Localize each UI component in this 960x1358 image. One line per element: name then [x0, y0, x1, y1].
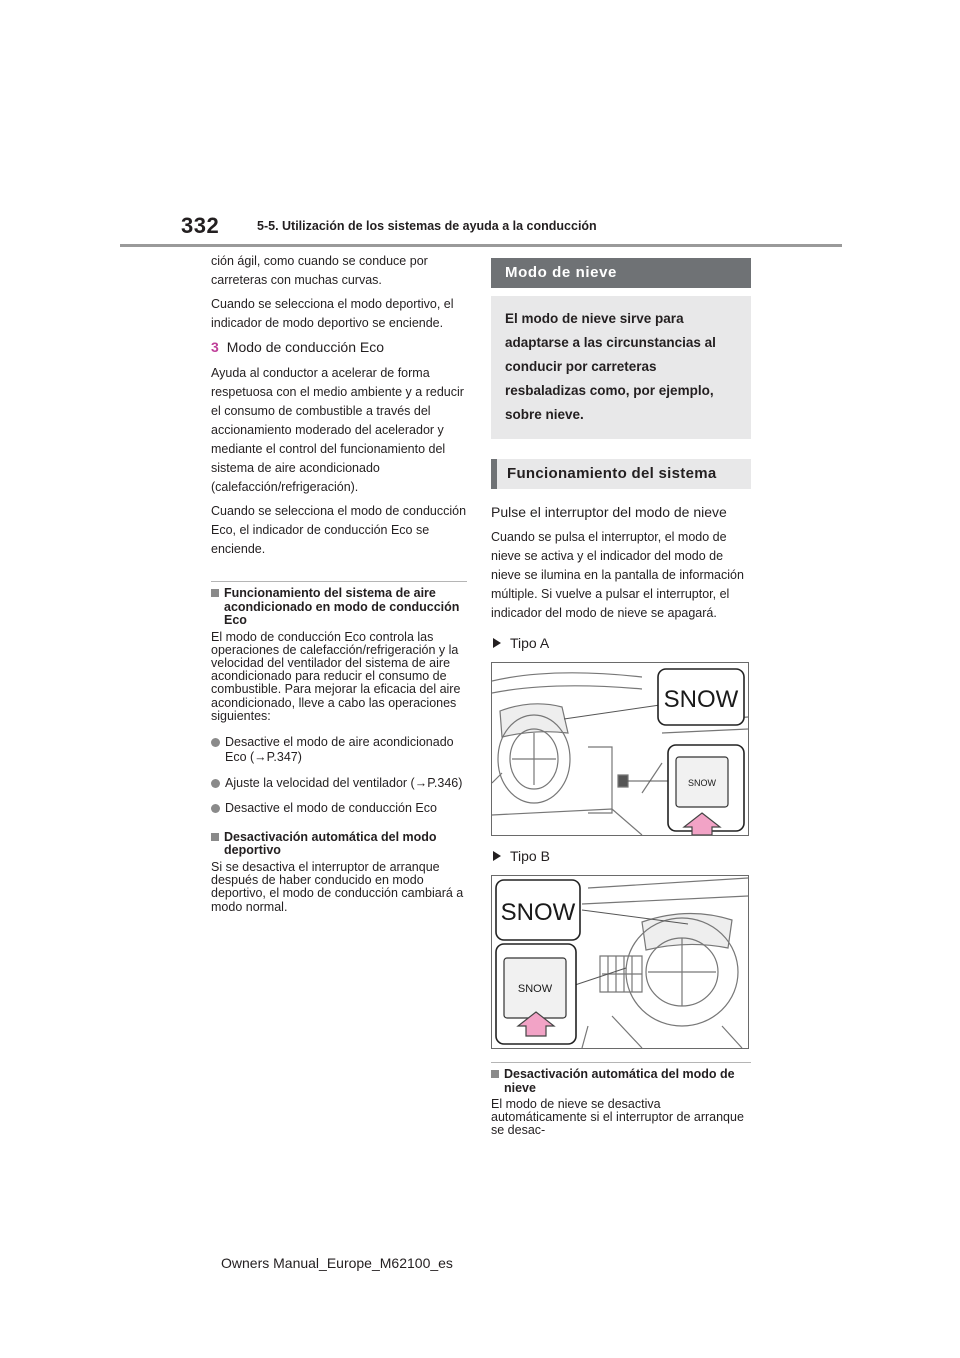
snow-indicator-text: SNOW — [500, 899, 576, 926]
header-divider — [120, 244, 842, 247]
eco-mode-heading — [211, 339, 467, 355]
left-column — [211, 252, 467, 917]
subheading-sport-auto-off: Desactivación automática del modo deportivo — [211, 831, 467, 858]
subheading-snow-auto-off: Desactivación automática del modo de nieve — [491, 1068, 751, 1095]
paragraph-snow-operation: Cuando se pulsa el interruptor, el modo de nieve se activa y el indicador del modo de nieve se ilumina en la pantalla de información múltiple. Si vuelve a pulsar el interruptor, el indicador del modo de nieve se apagará. — [491, 530, 744, 620]
type-b-illustration — [492, 876, 748, 1048]
eco-mode-number: 3 — [211, 339, 219, 355]
right-column — [491, 258, 751, 1141]
system-operation-title: Funcionamiento del sistema — [497, 459, 751, 489]
paragraph-sport-indicator: Cuando se selecciona el modo deportivo, el indicador de modo deportivo se enciende. — [211, 297, 454, 330]
figure-type-b — [491, 875, 749, 1049]
paragraph-snow-auto-off: El modo de nieve se desactiva automáticamente si el interruptor de arranque se desac- — [491, 1097, 744, 1138]
paragraph-eco-indicator: Cuando se selecciona el modo de conducción Eco, el indicador de conducción Eco se enciende. — [211, 504, 467, 556]
eco-mode-title: Modo de conducción Eco — [226, 339, 385, 355]
paragraph-sport-auto-off: Si se desactiva el interruptor de arranque después de haber conducido en modo deportivo, el modo de conducción cambiará a modo normal. — [211, 859, 464, 914]
bullet-item: Desactive el modo de aire acondicionado Eco (→P.347) — [211, 735, 467, 766]
system-operation-heading — [491, 459, 751, 489]
page-number: 332 — [181, 213, 220, 238]
snow-indicator-text: SNOW — [663, 686, 739, 713]
snow-mode-title-bar: Modo de nieve — [491, 258, 751, 288]
footer-manual-id: Owners Manual_Europe_M62100_es — [221, 1255, 453, 1271]
paragraph-eco-description: Ayuda al conductor a acelerar de forma respetuosa con el medio ambiente y a reducir el consumo de combustible a través del accionamiento moderado del acelerador y mediante el control del funcionamiento del sistema de aire acondicionado (calefacción/refrigeración). — [211, 366, 464, 494]
paragraph-sport-continued: ción ágil, como cuando se conduce por carreteras con muchas curvas. — [211, 254, 428, 287]
type-a-illustration — [492, 663, 748, 835]
paragraph-eco-ac: El modo de conducción Eco controla las operaciones de calefacción/refrigeración y la velocidad del ventilador del sistema de aire acondicionado para reducir el consumo de combustible. Para mejorar la eficacia del aire acondicionado, lleve a cabo las operaciones siguientes: — [211, 629, 461, 723]
divider — [491, 1062, 751, 1063]
snow-switch-instruction: Pulse el interruptor del modo de nieve — [491, 504, 727, 520]
type-a-label: Tipo A — [491, 635, 751, 651]
divider — [211, 581, 467, 582]
bullet-item: Desactive el modo de conducción Eco — [211, 801, 467, 817]
snow-switch-text: SNOW — [517, 983, 553, 995]
bullet-item: Ajuste la velocidad del ventilador (→P.346) — [211, 776, 467, 792]
snow-switch-text: SNOW — [688, 778, 716, 788]
snow-mode-intro-box: El modo de nieve sirve para adaptarse a las circunstancias al conducir por carreteras resbaladizas como, por ejemplo, sobre nieve. — [491, 296, 751, 439]
type-b-label: Tipo B — [491, 848, 751, 864]
section-title: 5-5. Utilización de los sistemas de ayuda a la conducción — [257, 219, 597, 233]
subheading-eco-ac: Funcionamiento del sistema de aire acondicionado en modo de conducción Eco — [211, 587, 467, 628]
figure-type-a — [491, 662, 749, 836]
